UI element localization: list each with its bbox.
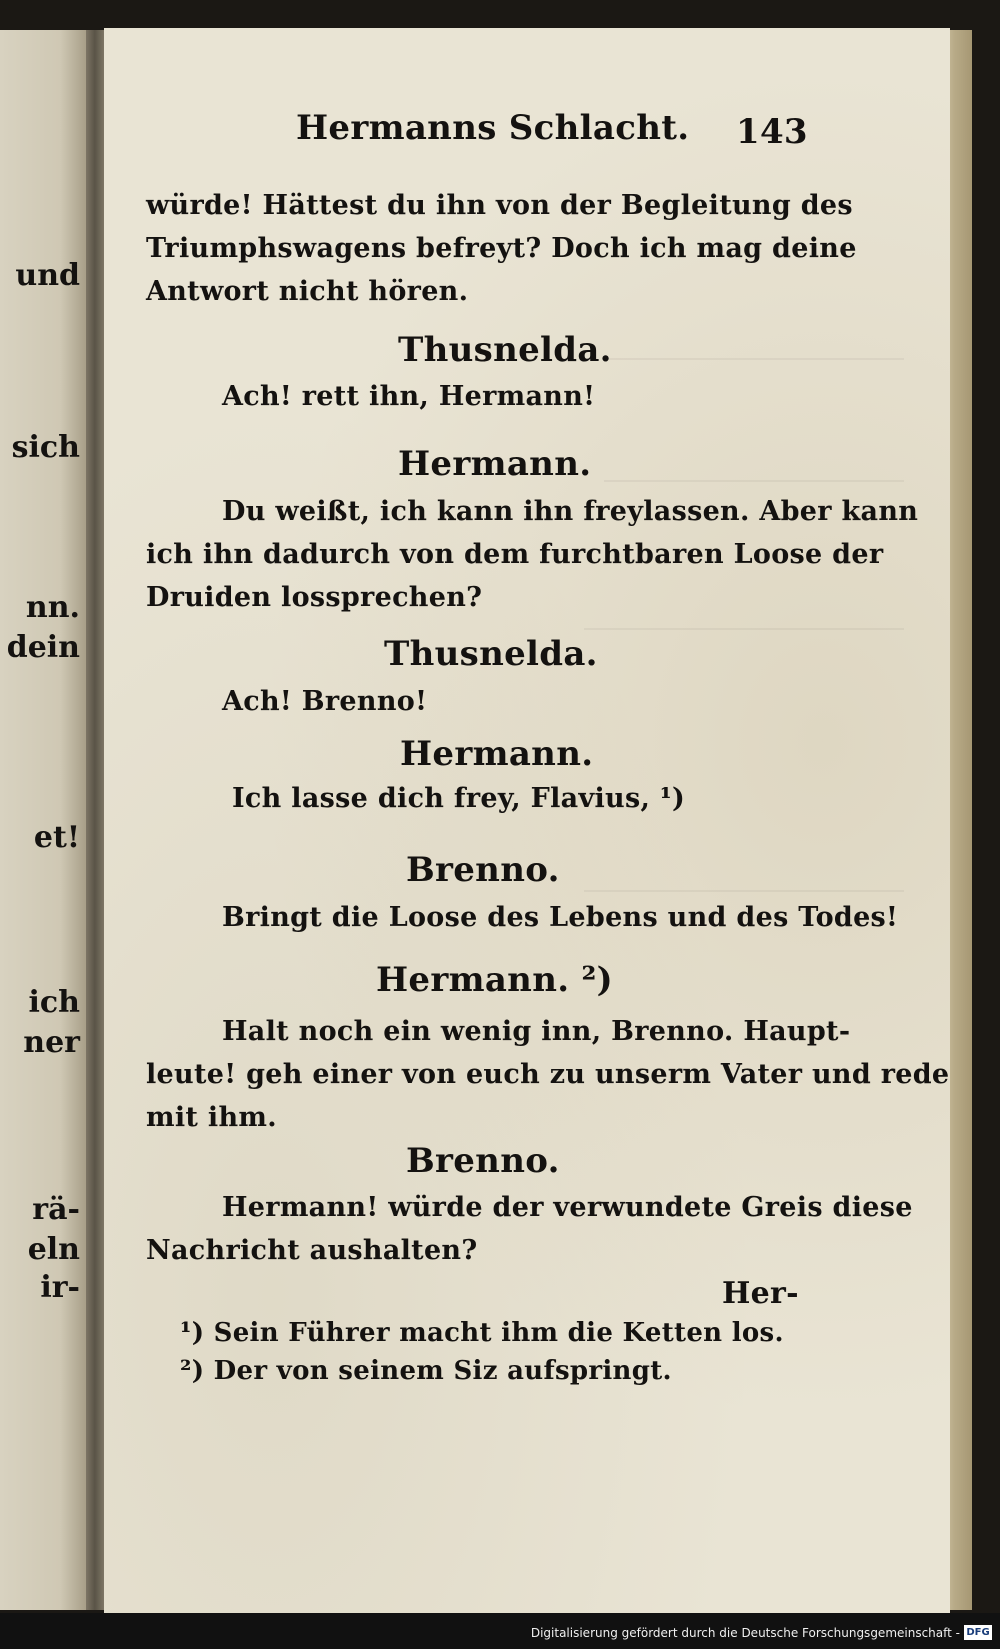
catchword: Her-: [722, 1276, 799, 1311]
left-page-text: ich: [28, 985, 80, 1020]
text-line: Ich lasse dich frey, Flavius, ¹): [232, 783, 686, 814]
text-line: ich ihn dadurch von dem furchtbaren Loose der: [146, 539, 884, 570]
digitization-credit: Digitalisierung gefördert durch die Deutsche Forschungsgemeinschaft -: [530, 1626, 960, 1640]
footnote: ¹) Sein Führer macht ihm die Ketten los.: [180, 1318, 784, 1348]
dfg-logo: DFG: [964, 1625, 992, 1640]
left-page-text: rä-: [32, 1192, 80, 1227]
footnote: ²) Der von seinem Siz aufspringt.: [180, 1356, 672, 1386]
bleed-through: [604, 358, 904, 482]
speaker-name: Thusnelda.: [398, 330, 612, 370]
page-number: 143: [736, 112, 808, 152]
speaker-name: Hermann.: [400, 734, 594, 774]
text-line: Ach! Brenno!: [222, 686, 428, 717]
text-line: mit ihm.: [146, 1102, 277, 1133]
text-line: Hermann! würde der verwundete Greis diese: [222, 1192, 913, 1223]
left-page-text: nn.: [25, 590, 80, 625]
bleed-through: [584, 628, 904, 892]
text-line: Druiden lossprechen?: [146, 582, 483, 613]
left-page-text: und: [15, 258, 80, 293]
left-page-text: eln: [27, 1232, 80, 1267]
text-line: Halt noch ein wenig inn, Brenno. Haupt-: [222, 1016, 851, 1047]
text-line: würde! Hättest du ihn von der Begleitung des: [146, 190, 853, 221]
speaker-name: Hermann.: [398, 444, 592, 484]
left-page-text: ner: [23, 1025, 80, 1060]
left-page-text: et!: [33, 820, 80, 855]
speaker-name: Thusnelda.: [384, 634, 598, 674]
text-line: Antwort nicht hören.: [146, 276, 469, 307]
running-head: Hermanns Schlacht.: [296, 108, 690, 148]
left-page-text: dein: [6, 630, 80, 665]
text-line: Nachricht aushalten?: [146, 1235, 478, 1266]
text-line: Ach! rett ihn, Hermann!: [222, 381, 596, 412]
speaker-name: Brenno.: [406, 850, 560, 890]
text-line: Bringt die Loose des Lebens und des Todes!: [222, 902, 899, 933]
left-page-text: ir-: [40, 1270, 80, 1305]
speaker-name: Hermann. ²): [376, 960, 614, 1000]
speaker-name: Brenno.: [406, 1141, 560, 1181]
text-line: leute! geh einer von euch zu unserm Vater und rede: [146, 1059, 950, 1090]
left-page-text: sich: [11, 430, 80, 465]
text-line: Du weißt, ich kann ihn freylassen. Aber kann: [222, 496, 919, 527]
text-line: Triumphswagens befreyt? Doch ich mag deine: [146, 233, 857, 264]
left-page-fragment: [0, 30, 86, 1610]
